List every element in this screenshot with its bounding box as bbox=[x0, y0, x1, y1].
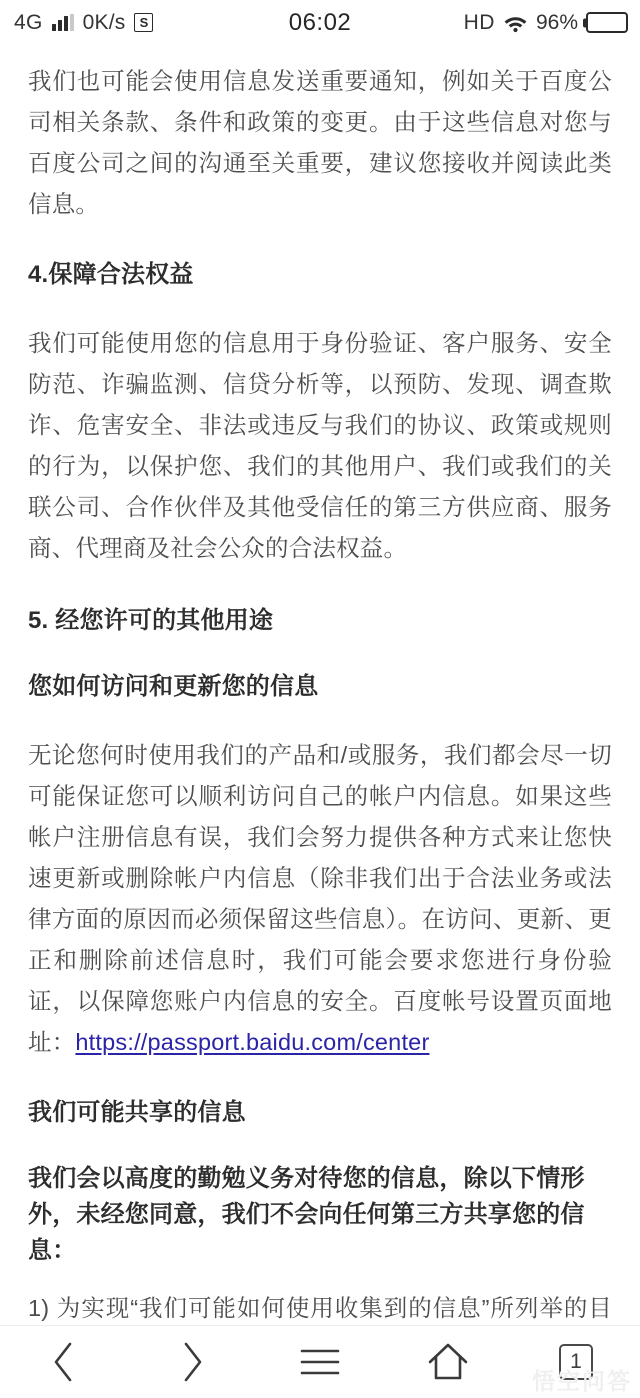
home-icon bbox=[426, 1342, 470, 1382]
hd-voice-label: HD bbox=[463, 10, 495, 34]
paragraph-rights: 我们可能使用您的信息用于身份验证、客户服务、安全防范、诈骗监测、信贷分析等，以预防、发现、调查欺诈、危害安全、非法或违反与我们的协议、政策或规则的行为，以保护您、我们的其他用户、我们或我们的关联公司、合作伙伴及其他受信任的第三方供应商、服务商、代理商及社会公众的合法权益。 bbox=[28, 330, 612, 561]
watermark-label: 悟空问答 bbox=[532, 1368, 632, 1394]
hamburger-menu-icon bbox=[298, 1345, 342, 1379]
heading-access-update: 您如何访问和更新您的信息 bbox=[28, 673, 319, 700]
nav-home-button[interactable] bbox=[411, 1331, 485, 1393]
paragraph-access-text: 无论您何时使用我们的产品和/或服务，我们都会尽一切可能保证您可以顺利访问自己的帐户内信息。如果这些帐户注册信息有误，我们会努力提供各种方式来让您快速更新或删除帐户内信息（除非我们出于合法业务或法律方面的原因而必须保留这些信息）。在访问、更新、更正和删除前述信息时，我们可能会要求您进行身份验证，以保障您账户内信息的安全。百度帐号设置页面地址： bbox=[28, 742, 612, 1055]
battery-percent-label: 96% bbox=[535, 10, 578, 34]
chevron-right-icon bbox=[177, 1340, 207, 1384]
heading-share-intro: 我们会以高度的勤勉义务对待您的信息，除以下情形外，未经您同意，我们不会向任何第三方共享您的信息： bbox=[28, 1165, 585, 1264]
tab-count-icon: 1 bbox=[559, 1344, 593, 1380]
data-speed-label: 0K/s bbox=[82, 10, 126, 34]
signal-bars-icon bbox=[52, 14, 74, 31]
paragraph-item-1-clipped bbox=[28, 1295, 612, 1325]
paragraph-item-1-text: 1) 为实现“我们可能如何使用收集到的信息”所列举的目 bbox=[28, 1295, 612, 1321]
status-bar-right bbox=[464, 0, 628, 45]
heading-share-info: 我们可能共享的信息 bbox=[28, 1099, 246, 1126]
passport-center-link[interactable]: https://passport.baidu.com/center bbox=[75, 1029, 430, 1055]
heading-4-legal-rights: 4.保障合法权益 bbox=[28, 261, 194, 288]
nav-menu-button[interactable] bbox=[283, 1331, 357, 1393]
status-bar-left bbox=[14, 11, 153, 35]
article-content[interactable] bbox=[0, 45, 640, 1325]
nav-tabs-button[interactable] bbox=[539, 1331, 613, 1393]
sim-badge-icon: S bbox=[134, 13, 153, 32]
heading-5-other-uses: 5. 经您许可的其他用途 bbox=[28, 607, 274, 634]
paragraph-access bbox=[28, 735, 612, 1063]
network-type-label: 4G bbox=[14, 10, 43, 34]
clock-label: 06:02 bbox=[288, 8, 352, 36]
paragraph-notify: 我们也可能会使用信息发送重要通知，例如关于百度公司相关条款、条件和政策的变更。由于这些信息对您与百度公司之间的沟通至关重要，建议您接收并阅读此类信息。 bbox=[28, 68, 612, 217]
status-bar bbox=[0, 0, 640, 45]
battery-icon bbox=[586, 12, 628, 33]
browser-bottom-nav bbox=[0, 1325, 640, 1398]
nav-forward-button[interactable] bbox=[155, 1331, 229, 1393]
chevron-left-icon bbox=[49, 1340, 79, 1384]
nav-back-button[interactable] bbox=[27, 1331, 101, 1393]
wifi-icon bbox=[503, 13, 528, 33]
